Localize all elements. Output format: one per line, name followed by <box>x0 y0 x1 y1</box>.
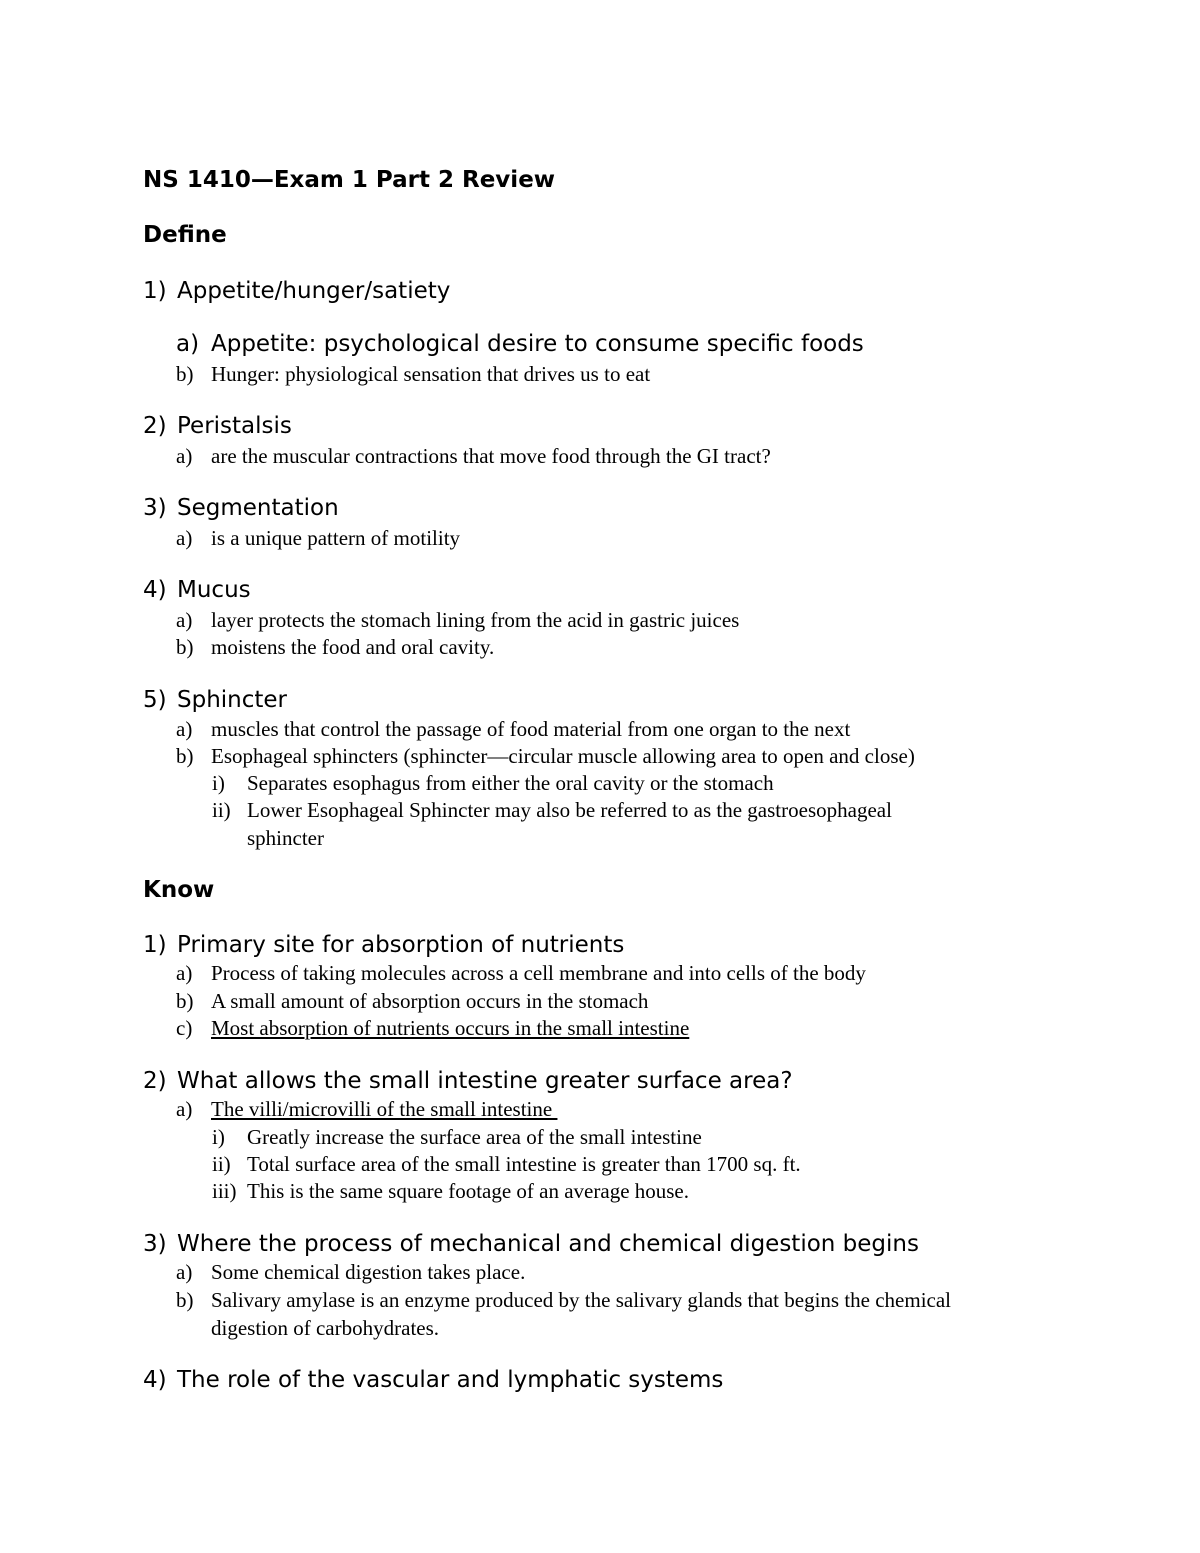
item-number: 3) <box>143 1231 167 1257</box>
item-text: Sphincter <box>177 687 288 713</box>
sub-marker: b) <box>176 1288 194 1312</box>
know-item-4 <box>143 1367 723 1393</box>
item-number: 2) <box>143 1068 167 1094</box>
section-heading-know: Know <box>143 877 215 903</box>
know-item-3-sub-a <box>176 1260 525 1285</box>
item-text: Primary site for absorption of nutrients <box>177 932 625 958</box>
sub-marker: b) <box>176 744 194 768</box>
know-item-1 <box>143 932 624 958</box>
define-item-5-sub-b-ii-continued: sphincter <box>247 826 324 850</box>
subsub-text: Separates esophagus from either the oral cavity or the stomach <box>247 771 774 795</box>
sub-marker: b) <box>176 989 194 1013</box>
define-item-4-sub-b <box>176 635 494 660</box>
sub-text: Esophageal sphincters (sphincter—circular muscle allowing area to open and close) <box>211 744 915 768</box>
know-item-3 <box>143 1231 919 1257</box>
sub-text: muscles that control the passage of food material from one organ to the next <box>211 717 851 741</box>
know-item-1-sub-c <box>176 1016 689 1041</box>
sub-marker: a) <box>176 1260 193 1284</box>
subsub-text: Lower Esophageal Sphincter may also be referred to as the gastroesophageal <box>247 798 892 822</box>
item-text: Mucus <box>177 577 251 603</box>
define-item-4 <box>143 577 251 603</box>
subsub-marker: i) <box>212 1125 225 1149</box>
sub-text: The villi/microvilli of the small intestine <box>211 1097 558 1121</box>
know-item-2-sub-a <box>176 1097 557 1122</box>
define-item-2 <box>143 413 292 439</box>
subsub-marker: iii) <box>212 1179 237 1203</box>
subsub-text: Total surface area of the small intestine is greater than 1700 sq. ft. <box>247 1152 801 1176</box>
define-item-5-sub-a <box>176 717 850 742</box>
subsub-text: Greatly increase the surface area of the small intestine <box>247 1125 702 1149</box>
item-text: Appetite/hunger/satiety <box>177 278 451 304</box>
subsub-marker: ii) <box>212 798 231 822</box>
sub-marker: b) <box>176 362 194 386</box>
item-number: 1) <box>143 278 167 304</box>
sub-marker: a) <box>176 444 193 468</box>
define-item-5-sub-b-i <box>212 771 774 796</box>
item-text: Segmentation <box>177 495 339 521</box>
sub-marker: a) <box>176 717 193 741</box>
define-item-1 <box>143 278 450 304</box>
sub-text: is a unique pattern of motility <box>211 526 461 550</box>
know-item-3-sub-b-continued: digestion of carbohydrates. <box>211 1316 440 1340</box>
item-text: The role of the vascular and lymphatic systems <box>177 1367 724 1393</box>
item-number: 2) <box>143 413 167 439</box>
section-heading-define: Define <box>143 222 227 248</box>
know-item-3-sub-b <box>176 1288 951 1313</box>
subsub-marker: i) <box>212 771 225 795</box>
sub-text: Salivary amylase is an enzyme produced by the salivary glands that begins the chemical <box>211 1288 952 1312</box>
sub-marker: c) <box>176 1016 193 1040</box>
sub-text: layer protects the stomach lining from the acid in gastric juices <box>211 608 740 632</box>
define-item-1-sub-a <box>176 331 864 357</box>
sub-marker: a) <box>176 331 200 357</box>
know-item-2 <box>143 1068 793 1094</box>
know-item-2-sub-a-ii <box>212 1152 801 1177</box>
define-item-5-sub-b <box>176 744 915 769</box>
sub-marker: a) <box>176 961 193 985</box>
item-number: 4) <box>143 1367 167 1393</box>
subsub-marker: ii) <box>212 1152 231 1176</box>
sub-text: Some chemical digestion takes place. <box>211 1260 526 1284</box>
define-item-5 <box>143 687 287 713</box>
sub-marker: a) <box>176 608 193 632</box>
sub-marker: a) <box>176 1097 193 1121</box>
sub-text: Most absorption of nutrients occurs in the small intestine <box>211 1016 690 1040</box>
subsub-text: This is the same square footage of an average house. <box>247 1179 690 1203</box>
define-item-4-sub-a <box>176 608 739 633</box>
sub-text: Appetite: psychological desire to consume specific foods <box>211 331 864 357</box>
item-number: 4) <box>143 577 167 603</box>
sub-marker: a) <box>176 526 193 550</box>
know-item-1-sub-a <box>176 961 866 986</box>
know-item-1-sub-b <box>176 989 648 1014</box>
item-text: Peristalsis <box>177 413 292 439</box>
item-text: What allows the small intestine greater surface area? <box>177 1068 793 1094</box>
item-number: 1) <box>143 932 167 958</box>
define-item-3 <box>143 495 339 521</box>
know-item-2-sub-a-i <box>212 1125 702 1150</box>
item-number: 3) <box>143 495 167 521</box>
define-item-3-sub-a <box>176 526 460 551</box>
define-item-5-sub-b-ii <box>212 798 892 823</box>
sub-text: A small amount of absorption occurs in the stomach <box>211 989 649 1013</box>
define-item-2-sub-a <box>176 444 771 469</box>
item-text: Where the process of mechanical and chemical digestion begins <box>177 1231 919 1257</box>
sub-text: Process of taking molecules across a cell membrane and into cells of the body <box>211 961 866 985</box>
sub-text: Hunger: physiological sensation that drives us to eat <box>211 362 651 386</box>
sub-text: moistens the food and oral cavity. <box>211 635 495 659</box>
know-item-2-sub-a-iii <box>212 1179 689 1204</box>
item-number: 5) <box>143 687 167 713</box>
define-item-1-sub-b <box>176 362 650 387</box>
document-title: NS 1410—Exam 1 Part 2 Review <box>143 167 556 193</box>
sub-text: are the muscular contractions that move food through the GI tract? <box>211 444 771 468</box>
sub-marker: b) <box>176 635 194 659</box>
